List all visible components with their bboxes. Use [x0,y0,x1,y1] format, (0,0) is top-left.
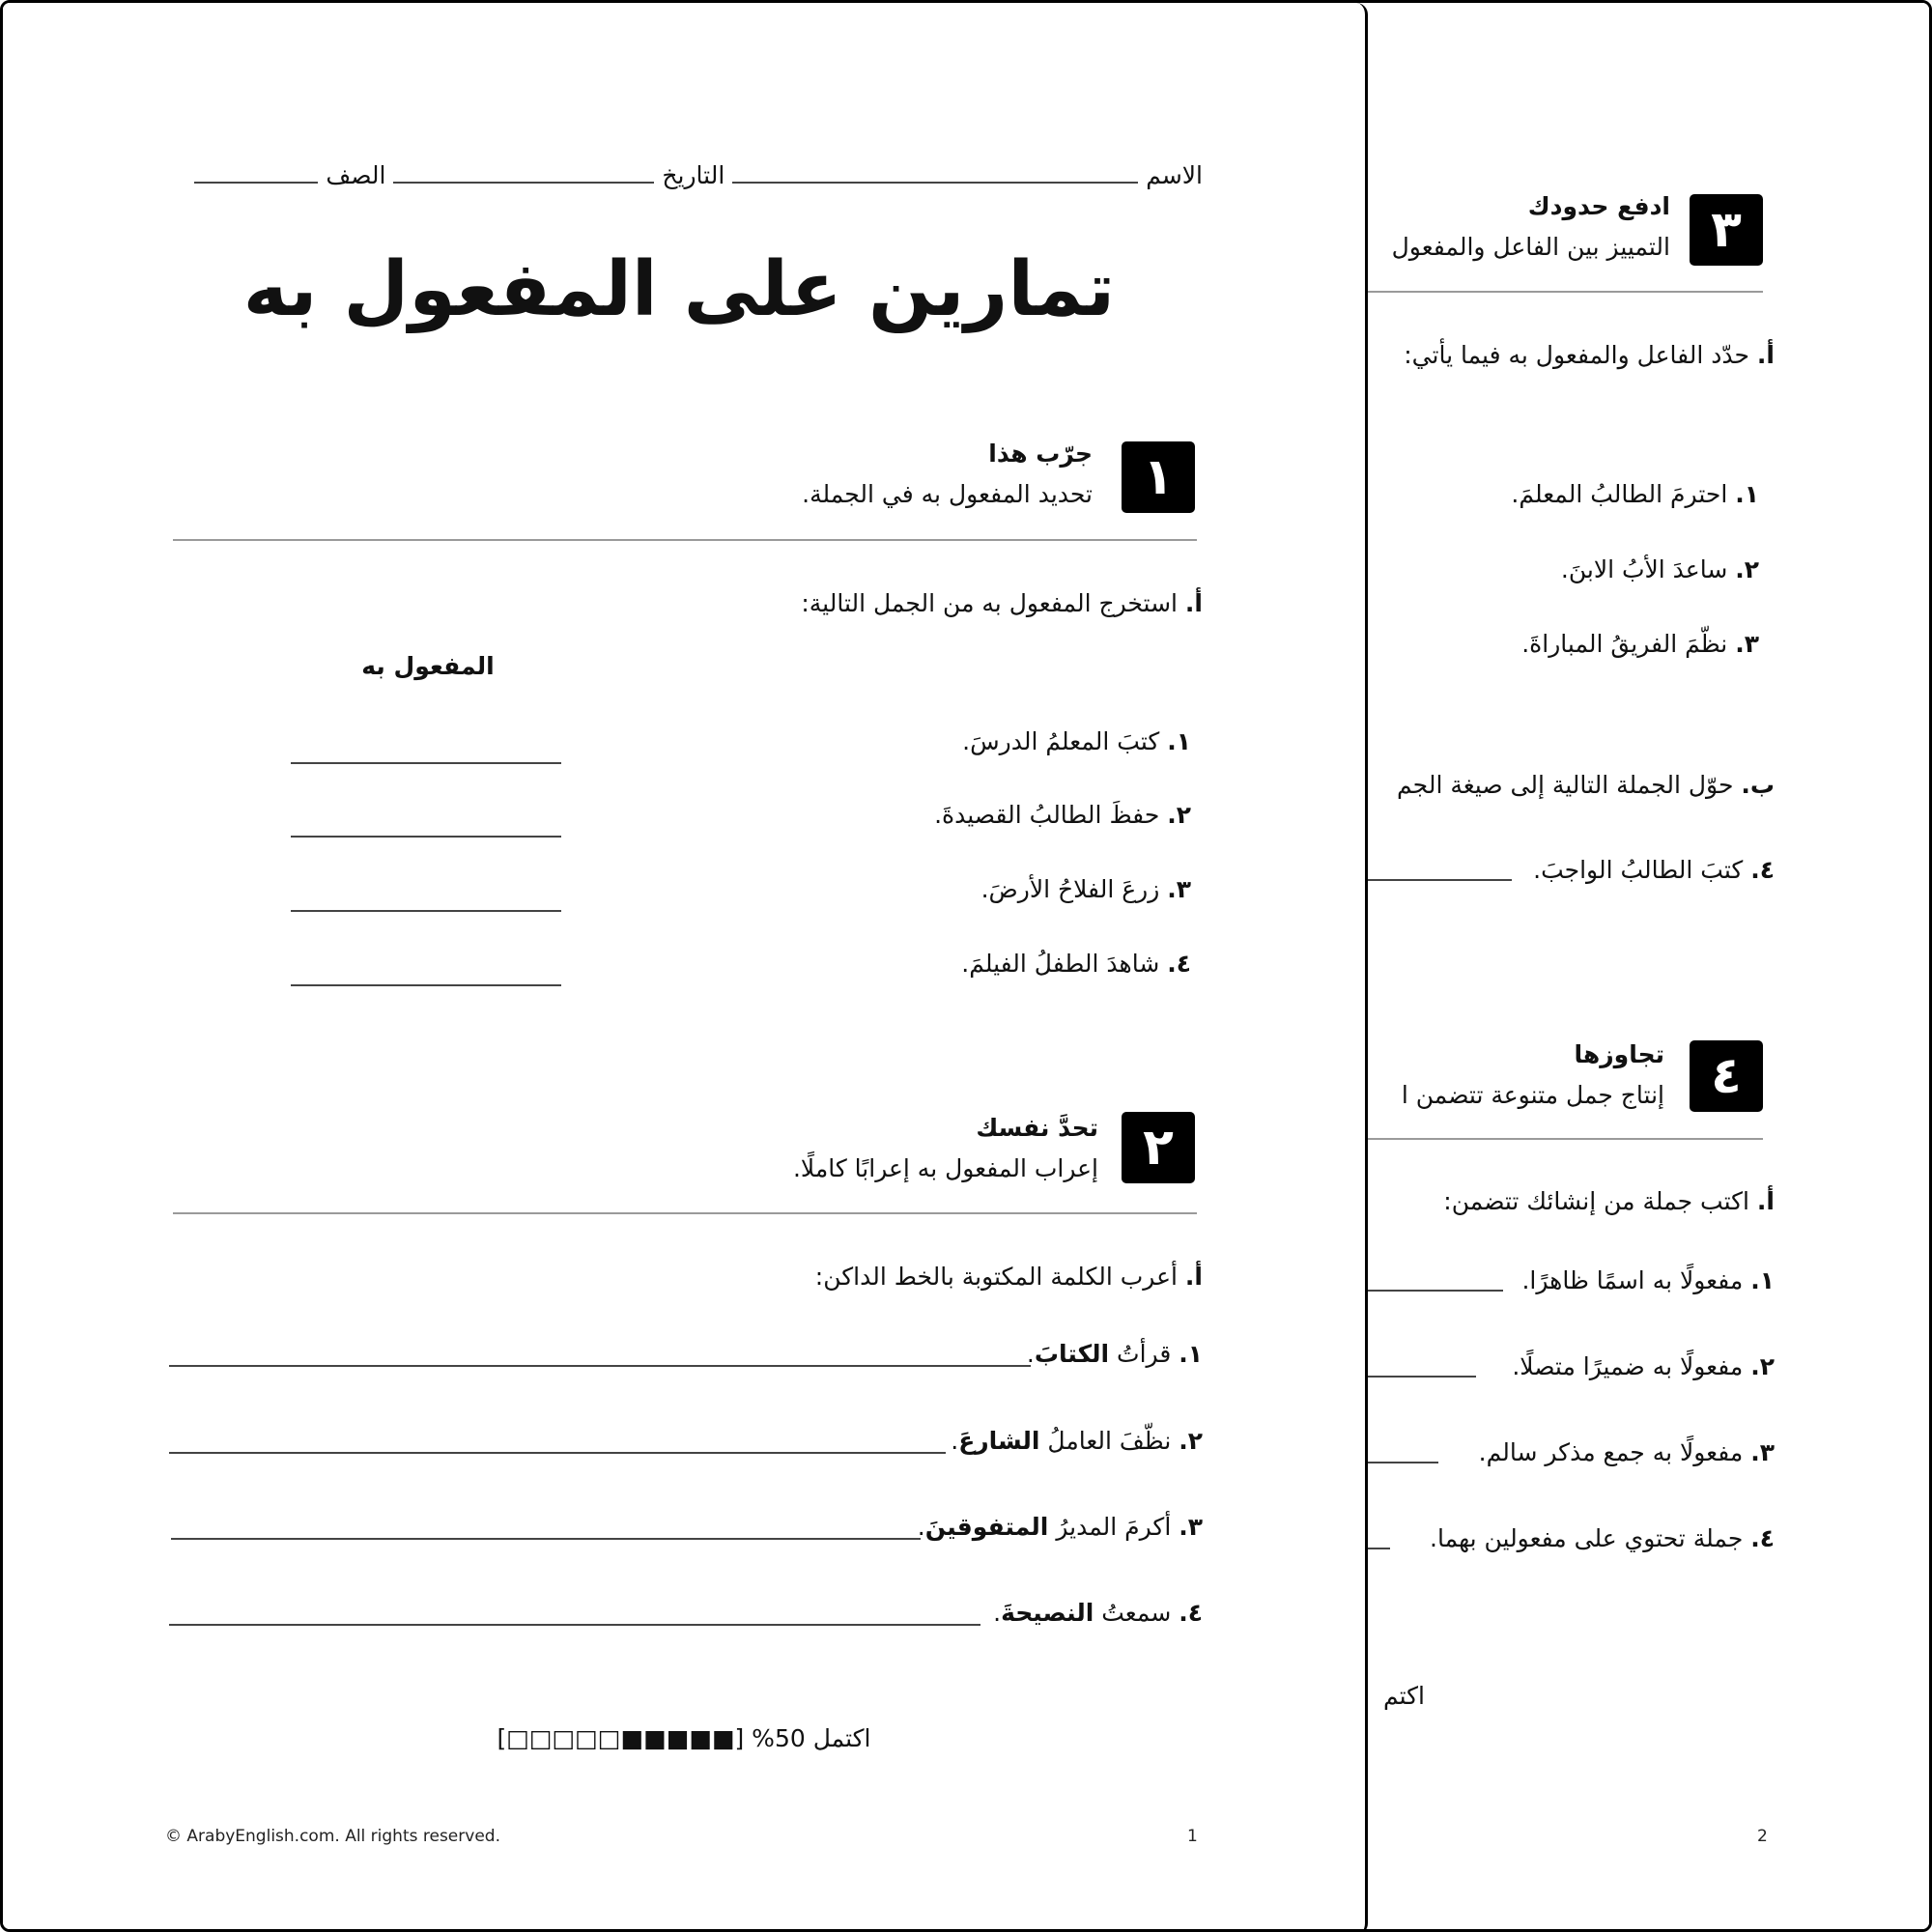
section-4-instruction: أ. اكتب جملة من إنشائك تتضمن: [1443,1187,1775,1215]
section-4-number-badge: ٤ [1690,1040,1763,1112]
section-1-divider [173,539,1197,541]
transform-answer-blank[interactable] [1365,879,1512,881]
list-item: ٣. نظّمَ الفريقُ المباراةَ. [1521,630,1759,658]
list-item: ٤. سمعتُ النصيحةَ. [993,1599,1203,1627]
sentence-blank-3[interactable] [1365,1462,1438,1463]
section-2-instruction: أ. أعرب الكلمة المكتوبة بالخط الداكن: [814,1263,1203,1291]
progress-label: اكتمل [812,1724,871,1752]
parse-answer-blank-4[interactable] [169,1624,980,1626]
sentence-blank-4[interactable] [1365,1548,1390,1549]
progress-indicator-partial: اكتم [1382,1682,1425,1710]
list-item: ٤. جملة تحتوي على مفعولين بهما. [1430,1524,1775,1552]
section-1-subtitle: تحديد المفعول به في الجملة. [802,480,1093,508]
answer-blank-2[interactable] [291,836,561,838]
list-item: ٢. نظّفَ العاملُ الشارعَ. [951,1427,1203,1455]
list-item: ٢. ساعدَ الأبُ الابنَ. [1560,555,1759,583]
student-info-header [159,161,1203,189]
section-3-heading: ادفع حدودك [1527,192,1670,220]
worksheet-page-2 [1365,3,1932,1932]
sentence-blank-2[interactable] [1365,1376,1476,1378]
section-1-number-badge: ١ [1122,441,1195,513]
parse-answer-blank-1[interactable] [169,1365,1031,1367]
list-item: ٣. أكرمَ المديرُ المتفوقينَ. [917,1513,1203,1541]
list-item: ٣. زرعَ الفلاحُ الأرضَ. [980,875,1191,903]
section-3-number-badge: ٣ [1690,194,1763,266]
section-3-divider [1365,291,1763,293]
section-2-divider [173,1212,1197,1214]
section-3-subtitle: التمييز بين الفاعل والمفعول [1391,233,1670,261]
date-label: التاريخ [662,161,725,189]
section-1-instruction: أ. استخرج المفعول به من الجمل التالية: [801,589,1203,617]
section-4-heading: تجاوزها [1574,1040,1664,1068]
progress-bar: [■■■■■□□□□□] [497,1724,745,1752]
section-1-heading: جرّب هذا [988,440,1093,468]
parse-answer-blank-2[interactable] [169,1452,946,1454]
list-item: ١. مفعولًا به اسمًا ظاهرًا. [1521,1266,1775,1294]
progress-percent: 50% [752,1724,806,1752]
list-item: ١. احترمَ الطالبُ المعلمَ. [1511,480,1759,508]
parse-answer-blank-3[interactable] [171,1538,921,1540]
page-number: 2 [1757,1827,1768,1846]
list-item: ٣. مفعولًا به جمع مذكر سالم. [1478,1438,1775,1466]
progress-indicator [438,1724,930,1752]
section-3-part-a: أ. حدّد الفاعل والمفعول به فيما يأتي: [1404,341,1775,369]
section-3-part-b: ب. حوّل الجملة التالية إلى صيغة الجم [1397,771,1775,799]
list-item: ٢. حفظَ الطالبُ القصيدةَ. [934,801,1191,829]
answer-blank-1[interactable] [291,762,561,764]
list-item: ١. كتبَ المعلمُ الدرسَ. [962,727,1191,755]
section-2-heading: تحدَّ نفسك [976,1114,1098,1142]
page-number: 1 [1187,1827,1198,1846]
worksheet-page-1 [3,3,1368,1932]
section-2-subtitle: إعراب المفعول به إعرابًا كاملًا. [792,1154,1098,1182]
worksheet-title: تمارين على المفعول به [242,246,1116,333]
section-2-number-badge: ٢ [1122,1112,1195,1183]
name-blank[interactable] [732,176,1138,184]
answer-blank-3[interactable] [291,910,561,912]
list-item: ٤. شاهدَ الطفلُ الفيلمَ. [961,950,1191,978]
sentence-blank-1[interactable] [1365,1290,1503,1292]
copyright-footer: © ArabyEnglish.com. All rights reserved. [165,1827,500,1846]
name-label: الاسم [1146,161,1203,189]
class-label: الصف [326,161,386,189]
list-item: ٤. كتبَ الطالبُ الواجبَ. [1533,856,1775,884]
list-item: ٢. مفعولًا به ضميرًا متصلًا. [1512,1352,1775,1380]
answer-column-header: المفعول به [361,652,495,680]
list-item: ١. قرأتُ الكتابَ. [1026,1340,1203,1368]
class-blank[interactable] [194,176,318,184]
section-4-divider [1365,1138,1763,1140]
date-blank[interactable] [393,176,654,184]
answer-blank-4[interactable] [291,984,561,986]
section-4-subtitle: إنتاج جمل متنوعة تتضمن ا [1401,1081,1664,1109]
